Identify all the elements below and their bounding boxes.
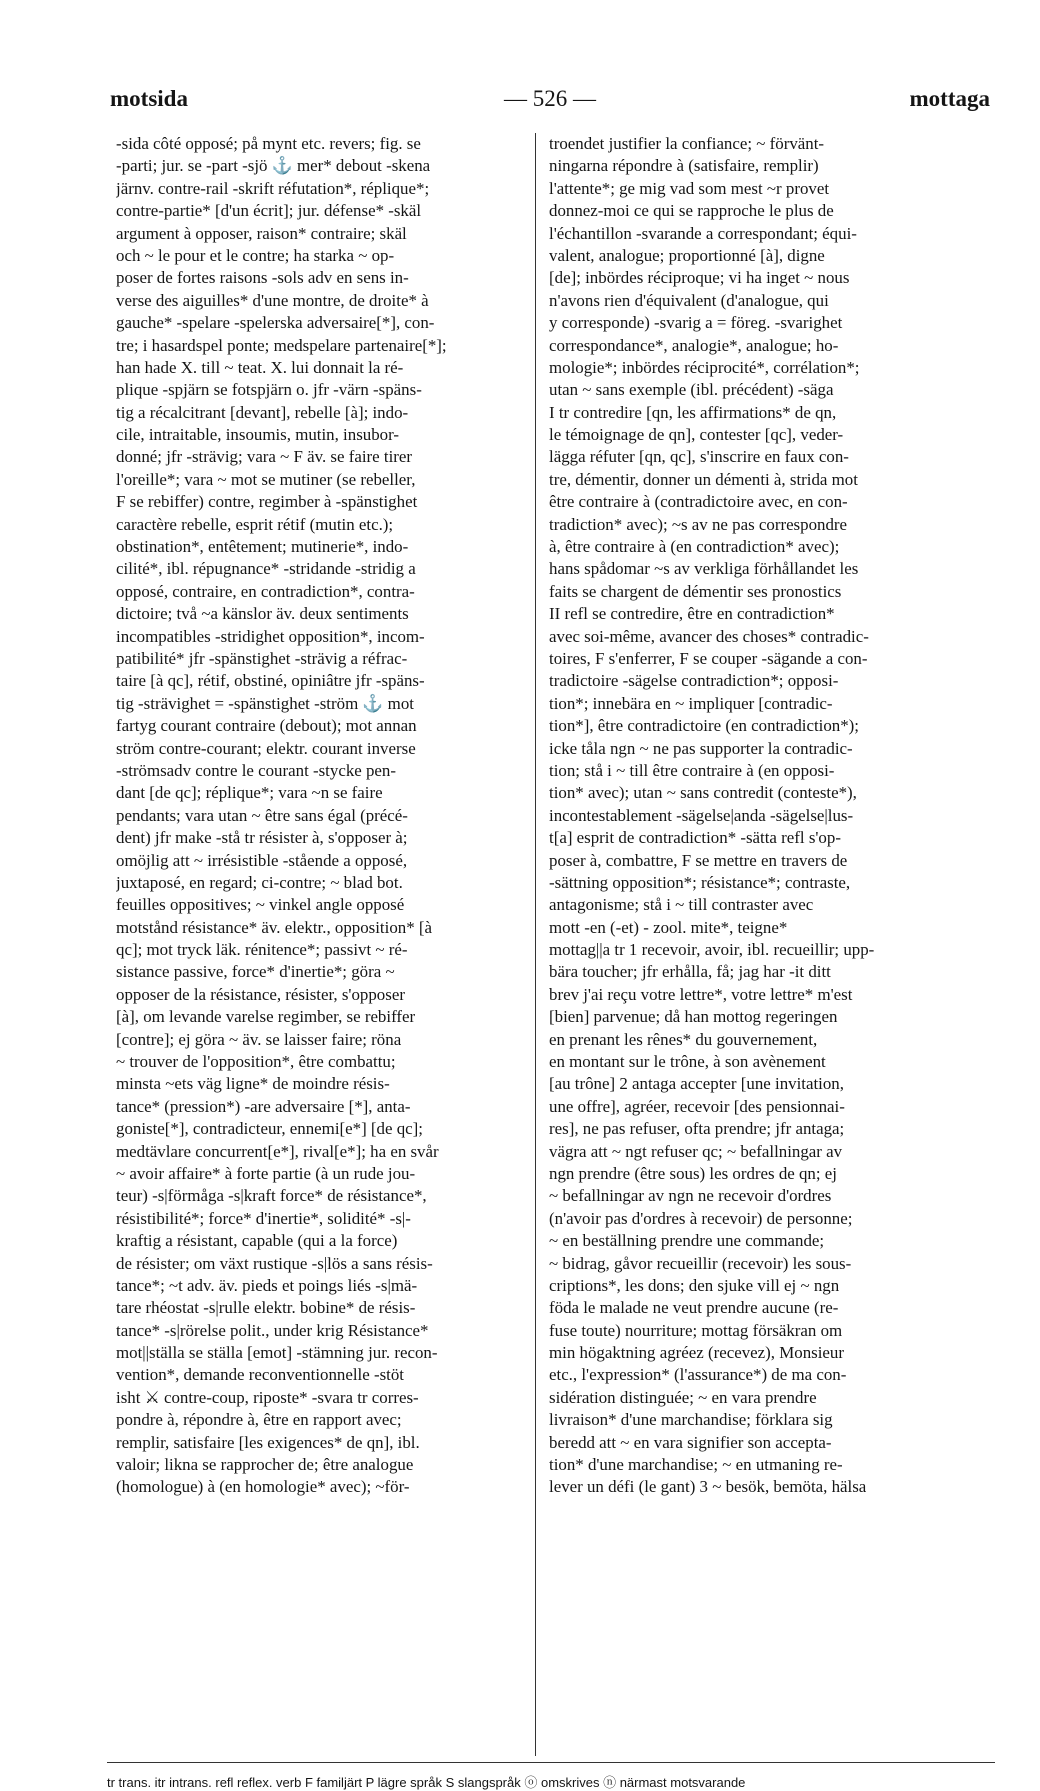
dictionary-line: à, être contraire à (en contradiction* avec); <box>549 537 840 557</box>
dictionary-line: han hade X. till ~ teat. X. lui donnait la ré- <box>116 357 404 377</box>
dictionary-line: -sida côté opposé; på mynt etc. revers; fig. se <box>116 134 421 153</box>
dictionary-line: fuse toute) nourriture; mottag försäkran om <box>549 1320 843 1340</box>
dictionary-line: tare rhéostat -s|rulle elektr. bobine* de résis- <box>116 1298 416 1318</box>
dictionary-line: tre, démentir, donner un démenti à, strida mot <box>549 469 858 489</box>
dictionary-line: tance*; ~t adv. äv. pieds et poings liés -s|mä- <box>116 1275 418 1295</box>
dictionary-line: remplir, satisfaire [les exigences* de qn], ibl. <box>116 1432 420 1452</box>
page-header <box>110 86 990 120</box>
dictionary-line: l'oreille*; vara ~ mot se mutiner (se rebeller, <box>116 469 416 489</box>
dictionary-line: de résister; om växt rustique -s|lös a sans résis- <box>116 1253 433 1273</box>
dictionary-line: l'échantillon -svarande a correspondant; équi- <box>549 223 857 243</box>
dictionary-line: [au trône] 2 antaga accepter [une invitation, <box>549 1074 844 1094</box>
dictionary-line: brev j'ai reçu votre lettre*, votre lettre* m'est <box>549 984 853 1004</box>
dictionary-line: criptions*, les dons; den sjuke vill ej ~ ngn <box>549 1275 840 1295</box>
dictionary-line: obstination*, entêtement; mutinerie*, indo- <box>116 537 409 557</box>
dictionary-line: järnv. contre-rail -skrift réfutation*, réplique*; <box>116 178 430 198</box>
dictionary-line: kraftig a résistant, capable (qui a la force) <box>116 1231 398 1251</box>
dictionary-line: -sättning opposition*; résistance*; contraste, <box>549 872 851 892</box>
dictionary-line: pondre à, répondre à, être en rapport avec; <box>116 1410 402 1430</box>
dictionary-line: -strömsadv contre le courant -stycke pen- <box>116 760 396 780</box>
dictionary-line: tig -strävighet = -spänstighet -ström ⚓ mot <box>116 693 414 713</box>
dictionary-line: [à], om levande varelse regimber, se rebiffer <box>116 1007 416 1027</box>
dictionary-line: livraison* d'une marchandise; förklara sig <box>549 1410 833 1430</box>
dictionary-line: ~ avoir affaire* à forte partie (à un rude jou- <box>116 1163 416 1183</box>
dictionary-line: bära toucher; jfr erhålla, få; jag har -it ditt <box>549 962 831 982</box>
dictionary-line: troendet justifier la confiance; ~ förvänt- <box>549 134 825 153</box>
dictionary-line: omöjlig att ~ irrésistible -stående a opposé, <box>116 850 408 870</box>
dictionary-line: tradiction* avec); ~s av ne pas correspondre <box>549 514 848 534</box>
dictionary-line: och ~ le pour et le contre; ha starka ~ op- <box>116 245 395 265</box>
dictionary-line: patibilité* jfr -spänstighet -strävig a réfrac- <box>116 648 408 668</box>
dictionary-line: y corresponde) -svarig a = föreg. -svarighet <box>549 313 843 333</box>
dictionary-line: beredd att ~ en vara signifier son accepta- <box>549 1432 832 1452</box>
dictionary-line: F se rebiffer) contre, regimber à -spänstighet <box>116 492 418 512</box>
dictionary-line: antagonisme; stå i ~ till contraster avec <box>549 895 814 915</box>
dictionary-line: donné; jfr -strävig; vara ~ F äv. se faire tirer <box>116 447 413 467</box>
dictionary-line: isht ⚔ contre-coup, riposte* -svara tr corres- <box>116 1387 419 1407</box>
dictionary-line: II refl se contredire, être en contradiction* <box>549 604 835 624</box>
dictionary-line: tradictoire -sägelse contradiction*; opposi- <box>549 671 839 691</box>
footer-rule <box>107 1762 995 1763</box>
dictionary-line: dent) jfr make -stå tr résister à, s'opposer à; <box>116 828 408 848</box>
dictionary-line: tion* d'une marchandise; ~ en utmaning re- <box>549 1455 843 1475</box>
dictionary-line: teur) -s|förmåga -s|kraft force* de résistance*, <box>116 1186 427 1206</box>
dictionary-line: minsta ~ets väg ligne* de moindre résis- <box>116 1074 390 1094</box>
dictionary-line: cilité*, ibl. répugnance* -stridande -stridig a <box>116 559 416 579</box>
dictionary-line: être contraire à (contradictoire avec, en con- <box>549 492 848 512</box>
dictionary-line: résistibilité*; force* d'inertie*, solidité* -s|- <box>116 1208 411 1228</box>
dictionary-line: taire [à qc], rétif, obstiné, opiniâtre jfr -späns- <box>116 671 425 691</box>
dictionary-line: tion; stå i ~ till être contraire à (en opposi- <box>549 760 835 780</box>
dictionary-line: contre-partie* [d'un écrit]; jur. défense* -skäl <box>116 201 422 221</box>
dictionary-line: ningarna répondre à (satisfaire, remplir) <box>549 156 819 176</box>
dictionary-line: mot||ställa se ställa [emot] -stämning jur. recon- <box>116 1343 438 1363</box>
dictionary-line: goniste[*], contradicteur, ennemi[e*] [de qc]; <box>116 1119 423 1139</box>
dictionary-line: tion* avec); utan ~ sans contredit (conteste*), <box>549 783 857 803</box>
dictionary-line: cile, intraitable, insoumis, mutin, insubor- <box>116 425 400 445</box>
dictionary-line: tre; i hasardspel ponte; medspelare partenaire[*]; <box>116 335 447 355</box>
dictionary-line: dant [de qc]; réplique*; vara ~n se faire <box>116 783 383 803</box>
dictionary-line: icke tåla ngn ~ ne pas supporter la contradic- <box>549 738 853 758</box>
dictionary-line: tig a récalcitrant [devant], rebelle [à]; indo- <box>116 402 409 422</box>
dictionary-line: ~ befallningar av ngn ne recevoir d'ordres <box>549 1186 832 1206</box>
dictionary-line: incompatibles -stridighet opposition*, incom- <box>116 626 425 646</box>
dictionary-line: opposé, contraire, en contradiction*, contra- <box>116 581 415 601</box>
column-divider <box>535 133 536 1756</box>
dictionary-line: mottag||a tr 1 recevoir, avoir, ibl. recueillir; upp- <box>549 940 875 960</box>
dictionary-line: ngn prendre (être sous) les ordres de qn; ej <box>549 1163 837 1183</box>
dictionary-line: ström contre-courant; elektr. courant inverse <box>116 738 416 758</box>
dictionary-line: opposer de la résistance, résister, s'opposer <box>116 984 405 1004</box>
dictionary-line: gauche* -spelare -spelerska adversaire[*], con- <box>116 313 435 333</box>
dictionary-line: valoir; likna se rapprocher de; être analogue <box>116 1455 414 1475</box>
dictionary-line: fartyg courant contraire (debout); mot annan <box>116 716 417 736</box>
right-column <box>549 133 991 1773</box>
dictionary-line: pendants; vara utan ~ être sans égal (précé- <box>116 805 408 825</box>
left-column <box>116 133 526 1773</box>
left-headword: motsida <box>110 86 188 111</box>
dictionary-line: argument à opposer, raison* contraire; skäl <box>116 223 407 243</box>
dictionary-line: utan ~ sans exemple (ibl. précédent) -säga <box>549 380 834 400</box>
dictionary-line: etc., l'expression* (l'assurance*) de ma con- <box>549 1365 847 1385</box>
dictionary-line: tion*], être contradictoire (en contradiction*); <box>549 716 860 736</box>
dictionary-line: poser de fortes raisons -sols adv en sens in- <box>116 268 409 288</box>
dictionary-line: mologie*; inbördes réciprocité*, corrélation*; <box>549 357 860 377</box>
dictionary-line: lägga réfuter [qn, qc], s'inscrire en faux con- <box>549 447 849 467</box>
dictionary-line: en prenant les rênes* du gouvernement, <box>549 1029 818 1049</box>
dictionary-line: I tr contredire [qn, les affirmations* de qn, <box>549 402 837 422</box>
dictionary-line: en montant sur le trône, à son avènement <box>549 1052 826 1072</box>
dictionary-line: le témoignage de qn], contester [qc], veder- <box>549 425 844 445</box>
dictionary-line: vägra att ~ ngt refuser qc; ~ befallningar av <box>549 1141 843 1161</box>
dictionary-line: [bien] parvenue; då han mottog regeringen <box>549 1007 838 1027</box>
dictionary-line: avec soi-même, avancer des choses* contradic- <box>549 626 869 646</box>
dictionary-line: ~ bidrag, gåvor recueillir (recevoir) les sous- <box>549 1253 852 1273</box>
right-headword: mottaga <box>909 86 990 111</box>
dictionary-line: hans spådomar ~s av verkliga förhållandet les <box>549 559 859 579</box>
dictionary-line: plique -spjärn se fotspjärn o. jfr -värn -späns- <box>116 380 422 400</box>
dictionary-line: incontestablement -sägelse|anda -sägelse|lus- <box>549 805 854 825</box>
dictionary-line: lever un défi (le gant) 3 ~ besök, bemöta, hälsa <box>549 1477 867 1497</box>
dictionary-line: feuilles oppositives; ~ vinkel angle opposé <box>116 895 405 915</box>
dictionary-line: ~ trouver de l'opposition*, être combattu; <box>116 1052 396 1072</box>
dictionary-line: une offre], agréer, recevoir [des pensionnai- <box>549 1096 845 1116</box>
dictionary-line: (n'avoir pas d'ordres à recevoir) de personne; <box>549 1208 853 1228</box>
dictionary-line: poser à, combattre, F se mettre en travers de <box>549 850 848 870</box>
dictionary-line: res], ne pas refuser, ofta prendre; jfr antaga; <box>549 1119 845 1139</box>
dictionary-line: valent, analogue; proportionné [à], digne <box>549 245 825 265</box>
dictionary-line: dictoire; två ~a känslor äv. deux sentiments <box>116 604 409 624</box>
dictionary-line: sidération distinguée; ~ en vara prendre <box>549 1387 817 1407</box>
dictionary-line: tance* -s|rörelse polit., under krig Résistance* <box>116 1320 429 1340</box>
dictionary-line: toires, F s'enferrer, F se couper -sägande a con- <box>549 648 868 668</box>
dictionary-line: -parti; jur. se -part -sjö ⚓ mer* debout -skena <box>116 156 431 176</box>
dictionary-line: tance* (pression*) -are adversaire [*], anta- <box>116 1096 411 1116</box>
dictionary-line: n'avons rien d'équivalent (d'analogue, qui <box>549 290 829 310</box>
dictionary-line: mott -en (-et) - zool. mite*, teigne* <box>549 917 788 937</box>
dictionary-line: [de]; inbördes réciproque; vi ha inget ~ nous <box>549 268 850 288</box>
dictionary-line: donnez-moi ce qui se rapproche le plus de <box>549 201 834 221</box>
dictionary-line: correspondance*, analogie*, analogue; ho- <box>549 335 839 355</box>
dictionary-line: ~ en beställning prendre une commande; <box>549 1231 825 1251</box>
dictionary-line: min högaktning agréez (recevez), Monsieur <box>549 1343 844 1363</box>
dictionary-line: verse des aiguilles* d'une montre, de droite* à <box>116 290 429 310</box>
dictionary-line: motstånd résistance* äv. elektr., opposition* [à <box>116 917 432 937</box>
dictionary-line: vention*, demande reconventionnelle -stöt <box>116 1365 404 1385</box>
dictionary-line: [contre]; ej göra ~ äv. se laisser faire; röna <box>116 1029 402 1049</box>
dictionary-line: faits se chargent de démentir ses pronostics <box>549 581 842 601</box>
dictionary-line: medtävlare concurrent[e*], rival[e*]; ha en svår <box>116 1141 439 1161</box>
dictionary-line: qc]; mot tryck läk. rénitence*; passivt ~ ré- <box>116 940 408 960</box>
dictionary-line: föda le malade ne veut prendre aucune (re- <box>549 1298 839 1318</box>
dictionary-line: t[a] esprit de contradiction* -sätta refl s'op- <box>549 828 841 848</box>
dictionary-line: (homologue) à (en homologie* avec); ~för- <box>116 1477 410 1497</box>
page-number: — 526 — <box>504 86 596 111</box>
dictionary-line: juxtaposé, en regard; ci-contre; ~ blad bot. <box>116 872 403 892</box>
dictionary-line: l'attente*; ge mig vad som mest ~r provet <box>549 178 830 198</box>
abbreviation-footer: tr trans. itr intrans. refl reflex. verb F familjärt P lägre språk S slangspråk ⓞ omskrives ⓝ närmast motsvarande <box>107 1775 746 1790</box>
dictionary-line: sistance passive, force* d'inertie*; göra ~ <box>116 962 395 982</box>
dictionary-line: tion*; innebära en ~ impliquer [contradic- <box>549 693 833 713</box>
dictionary-line: caractère rebelle, esprit rétif (mutin etc.); <box>116 514 394 534</box>
